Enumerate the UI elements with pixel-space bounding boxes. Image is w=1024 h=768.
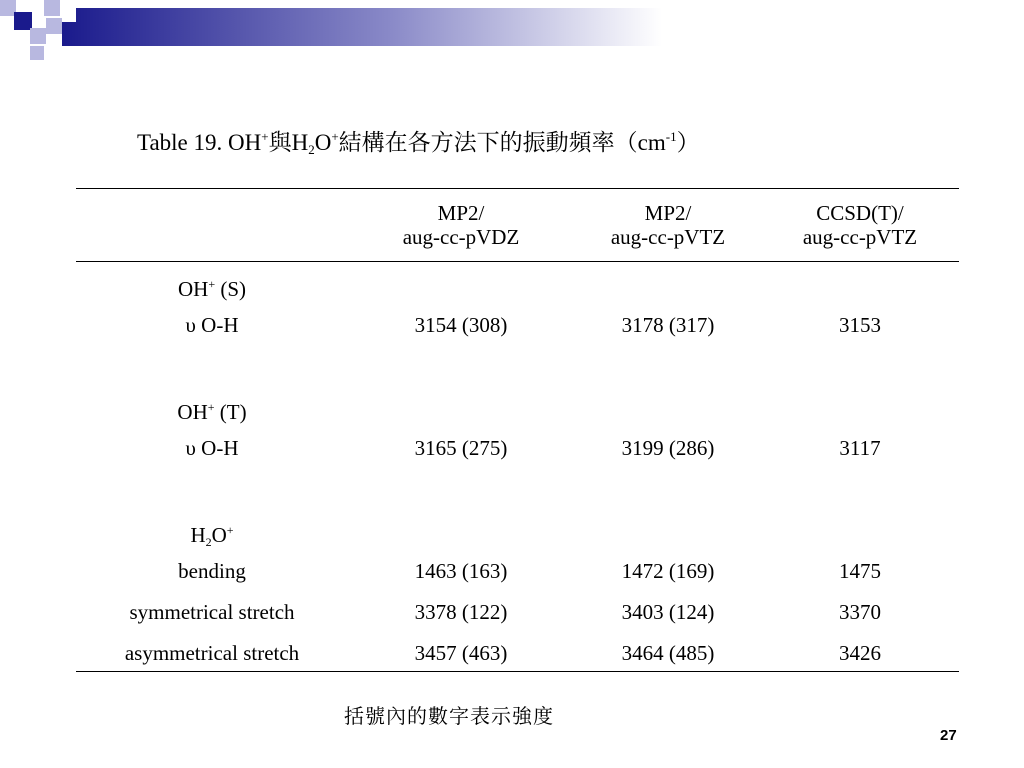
- row-label: symmetrical stretch: [129, 600, 295, 624]
- table-cell: 3403 (124): [621, 600, 715, 624]
- table-cell: 1463 (163): [414, 559, 508, 583]
- table-footnote: 括號內的數字表示強度: [344, 704, 554, 728]
- row-label: asymmetrical stretch: [124, 641, 300, 665]
- table-cell: 3457 (463): [414, 641, 508, 665]
- slide-corner-decoration: [0, 0, 1024, 70]
- table-cell: 3426: [839, 641, 881, 665]
- table-cell: 3378 (122): [414, 600, 508, 624]
- group-label-oh-triplet: OH+ (T): [177, 400, 247, 424]
- table-title: Table 19. OH+與$H_2O^+$結構在各方法下的振動頻率$(cm^{-1})$: [137, 129, 700, 157]
- column-header-ccsdt-vtz: CCSD(T)/ aug-cc-pVTZ: [802, 201, 918, 249]
- table-cell: 3165 (275): [414, 436, 508, 460]
- table-header-rule: [76, 261, 959, 262]
- row-label: υ O-H: [185, 313, 239, 337]
- table-cell: 3178 (317): [621, 313, 715, 337]
- page-number: 27: [940, 727, 957, 744]
- table-bottom-rule: [76, 671, 959, 672]
- group-label-oh-singlet: OH+ (S): [177, 277, 247, 301]
- column-header-mp2-vtz: MP2/ aug-cc-pVTZ: [610, 201, 726, 249]
- table-cell: 3154 (308): [414, 313, 508, 337]
- table-cell: 1472 (169): [621, 559, 715, 583]
- row-label: υ O-H: [185, 436, 239, 460]
- table-cell: 3153: [839, 313, 881, 337]
- table-cell: 3464 (485): [621, 641, 715, 665]
- table-top-rule: [76, 188, 959, 189]
- table-cell: 1475: [839, 559, 881, 583]
- table-cell: 3199 (286): [621, 436, 715, 460]
- group-label-h2o: $H_2O^+$: [190, 523, 234, 549]
- table-cell: 3370: [839, 600, 881, 624]
- column-header-mp2-vdz: MP2/ aug-cc-pVDZ: [402, 201, 520, 249]
- row-label: bending: [178, 559, 246, 583]
- table-cell: 3117: [839, 436, 881, 460]
